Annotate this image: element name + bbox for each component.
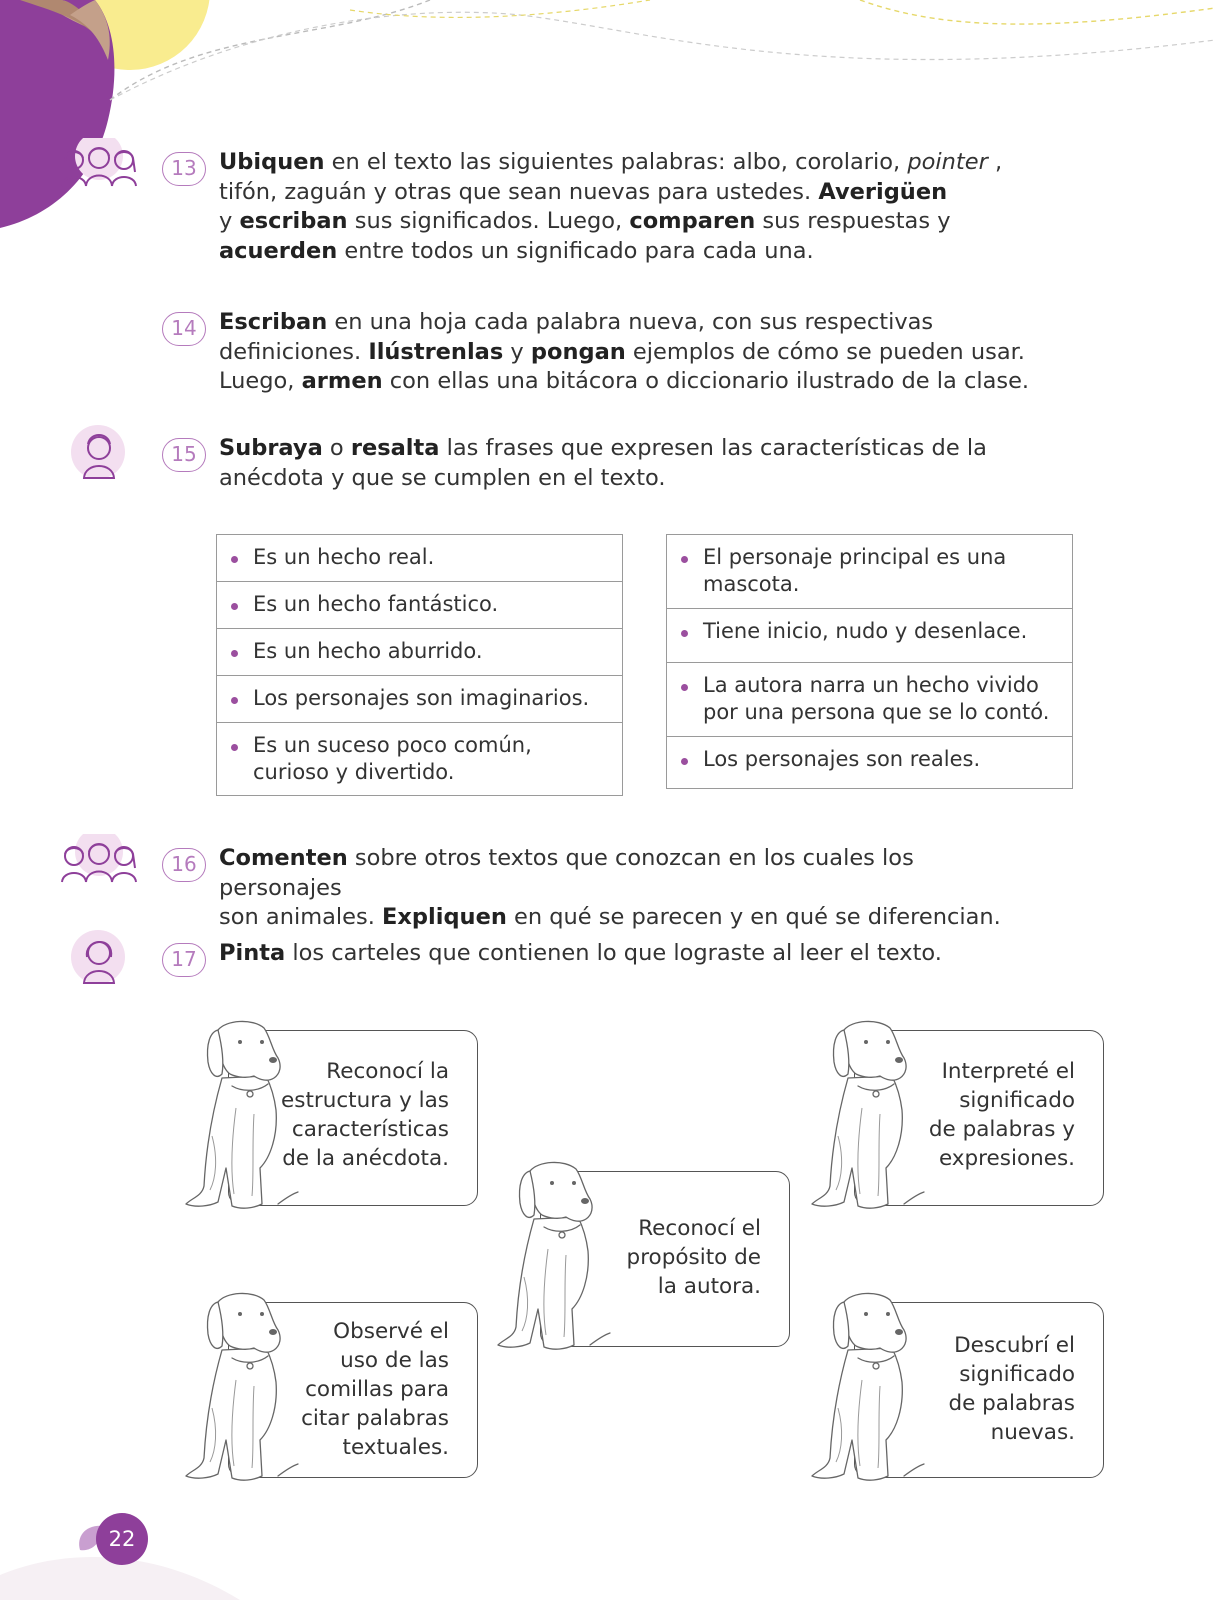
dog-illustration (494, 1159, 614, 1359)
option-item[interactable]: Tiene inicio, nudo y desenlace. (667, 609, 1073, 663)
option-item[interactable]: Es un hecho aburrido. (217, 629, 623, 676)
group-of-three-children-icon (58, 834, 140, 890)
options-table-left (216, 534, 623, 796)
card-text: Observé el uso de las comillas para citar palabras textuales. (301, 1319, 449, 1460)
activity-instructions: Ubiquen en el texto las siguientes palabras: albo, corolario, pointer , tifón, zaguán y otras que sean nuevas para ustedes. Averigüen y escriban sus significados. Luego, comparen sus respuestas y acuerden entre todos un significado para cada una. (219, 149, 1003, 264)
group-of-three-children-icon (58, 138, 140, 194)
activity-instructions: Escriban en una hoja cada palabra nueva, con sus respectivas definiciones. Ilústrenlas y pongan ejemplos de cómo se pueden usar. Luego, armen con ellas una bitácora o diccionario ilustrado de la clase. (219, 309, 1030, 394)
dog-illustration (182, 1290, 302, 1490)
option-item[interactable]: Es un suceso poco común, curioso y divertido. (217, 723, 623, 796)
page-number: 22 (96, 1513, 148, 1565)
activity-number: 14 (162, 312, 206, 346)
table-row (217, 582, 623, 629)
option-item[interactable]: La autora narra un hecho vivido por una persona que se lo contó. (667, 663, 1073, 737)
option-item[interactable]: Los personajes son imaginarios. (217, 676, 623, 723)
option-item[interactable]: Los personajes son reales. (667, 737, 1073, 789)
card-text: Descubrí el significado de palabras nuevas. (948, 1333, 1075, 1445)
table-row (667, 737, 1073, 789)
option-item[interactable]: Es un hecho fantástico. (217, 582, 623, 629)
option-item[interactable]: El personaje principal es una mascota. (667, 535, 1073, 609)
dog-illustration (808, 1018, 928, 1218)
card-text: Interpreté el significado de palabras y expresiones. (928, 1059, 1075, 1171)
dog-illustration (808, 1290, 928, 1490)
activity-number: 15 (162, 438, 206, 472)
activity-number: 16 (162, 848, 206, 882)
card-text: Reconocí la estructura y las características de la anécdota. (281, 1059, 449, 1171)
single-girl-icon (70, 929, 128, 989)
options-table-right (666, 534, 1073, 789)
table-row (667, 609, 1073, 663)
table-row (667, 535, 1073, 609)
table-row (217, 723, 623, 796)
activity-instructions: Comenten sobre otros textos que conozcan en los cuales los personajes son animales. Expliquen en qué se parecen y en qué se diferencian. (219, 845, 1001, 930)
table-row (217, 629, 623, 676)
activity-instructions: Subraya o resalta las frases que expresen las características de la anécdota y que se cumplen en el texto. (219, 435, 987, 491)
table-row (667, 663, 1073, 737)
table-row (217, 676, 623, 723)
activity-number: 13 (162, 152, 206, 186)
bottom-decoration (0, 1520, 1215, 1600)
table-row (217, 535, 623, 582)
activity-number: 17 (162, 943, 206, 977)
card-text: Reconocí el propósito de la autora. (626, 1216, 761, 1299)
option-item[interactable]: Es un hecho real. (217, 535, 623, 582)
single-boy-icon (70, 424, 128, 484)
activity-instructions: Pinta los carteles que contienen lo que lograste al leer el texto. (219, 940, 942, 966)
dog-illustration (182, 1018, 302, 1218)
